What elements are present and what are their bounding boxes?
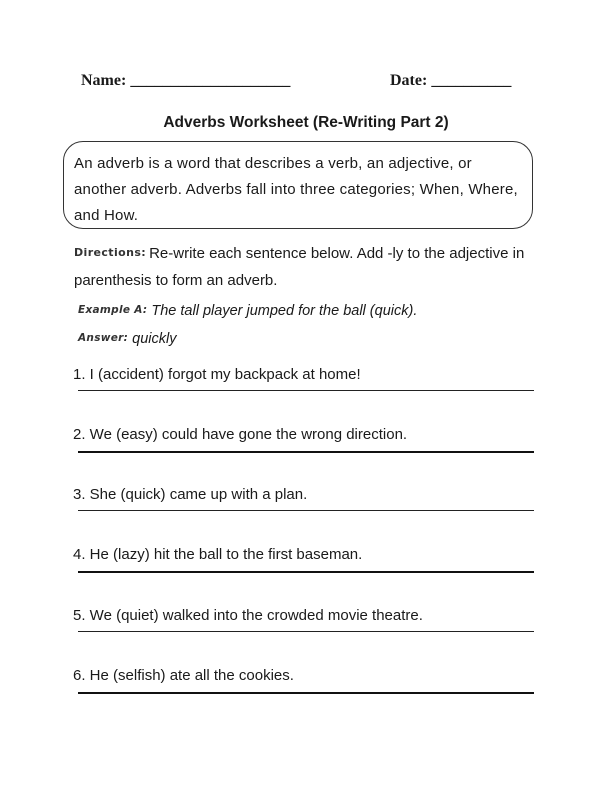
answer-line-1[interactable] bbox=[78, 390, 534, 391]
answer-text: quickly bbox=[132, 331, 177, 347]
answer-line-2[interactable] bbox=[78, 451, 534, 453]
question-2: 2. We (easy) could have gone the wrong direction. bbox=[73, 426, 408, 443]
definition-box: An adverb is a word that describes a verb, an adjective, or another adverb. Adverbs fall into three categories; When, Where, and How. bbox=[63, 141, 533, 229]
directions-text: Re-write each sentence below. Add -ly to the adjective in parenthesis to form an adverb. bbox=[74, 245, 525, 289]
question-1: 1. I (accident) forgot my backpack at home! bbox=[73, 366, 361, 383]
example-sentence: The tall player jumped for the ball (quick). bbox=[151, 303, 418, 319]
example-label: Example A: bbox=[78, 304, 148, 316]
directions-label: Directions: bbox=[74, 246, 147, 259]
example-answer bbox=[78, 331, 176, 347]
question-4: 4. He (lazy) hit the ball to the first baseman. bbox=[73, 546, 363, 563]
answer-label: Answer: bbox=[78, 332, 129, 344]
name-field[interactable]: Name: ____________________ bbox=[81, 72, 291, 89]
directions bbox=[74, 241, 544, 294]
example-a bbox=[78, 303, 417, 319]
question-3: 3. She (quick) came up with a plan. bbox=[73, 486, 308, 503]
question-5: 5. We (quiet) walked into the crowded movie theatre. bbox=[73, 607, 423, 624]
answer-line-3[interactable] bbox=[78, 510, 534, 511]
answer-line-6[interactable] bbox=[78, 692, 534, 694]
worksheet-title: Adverbs Worksheet (Re-Writing Part 2) bbox=[163, 114, 449, 131]
question-6: 6. He (selfish) ate all the cookies. bbox=[73, 667, 294, 684]
answer-line-5[interactable] bbox=[78, 631, 534, 632]
answer-line-4[interactable] bbox=[78, 571, 534, 573]
date-field[interactable]: Date: __________ bbox=[390, 72, 512, 89]
